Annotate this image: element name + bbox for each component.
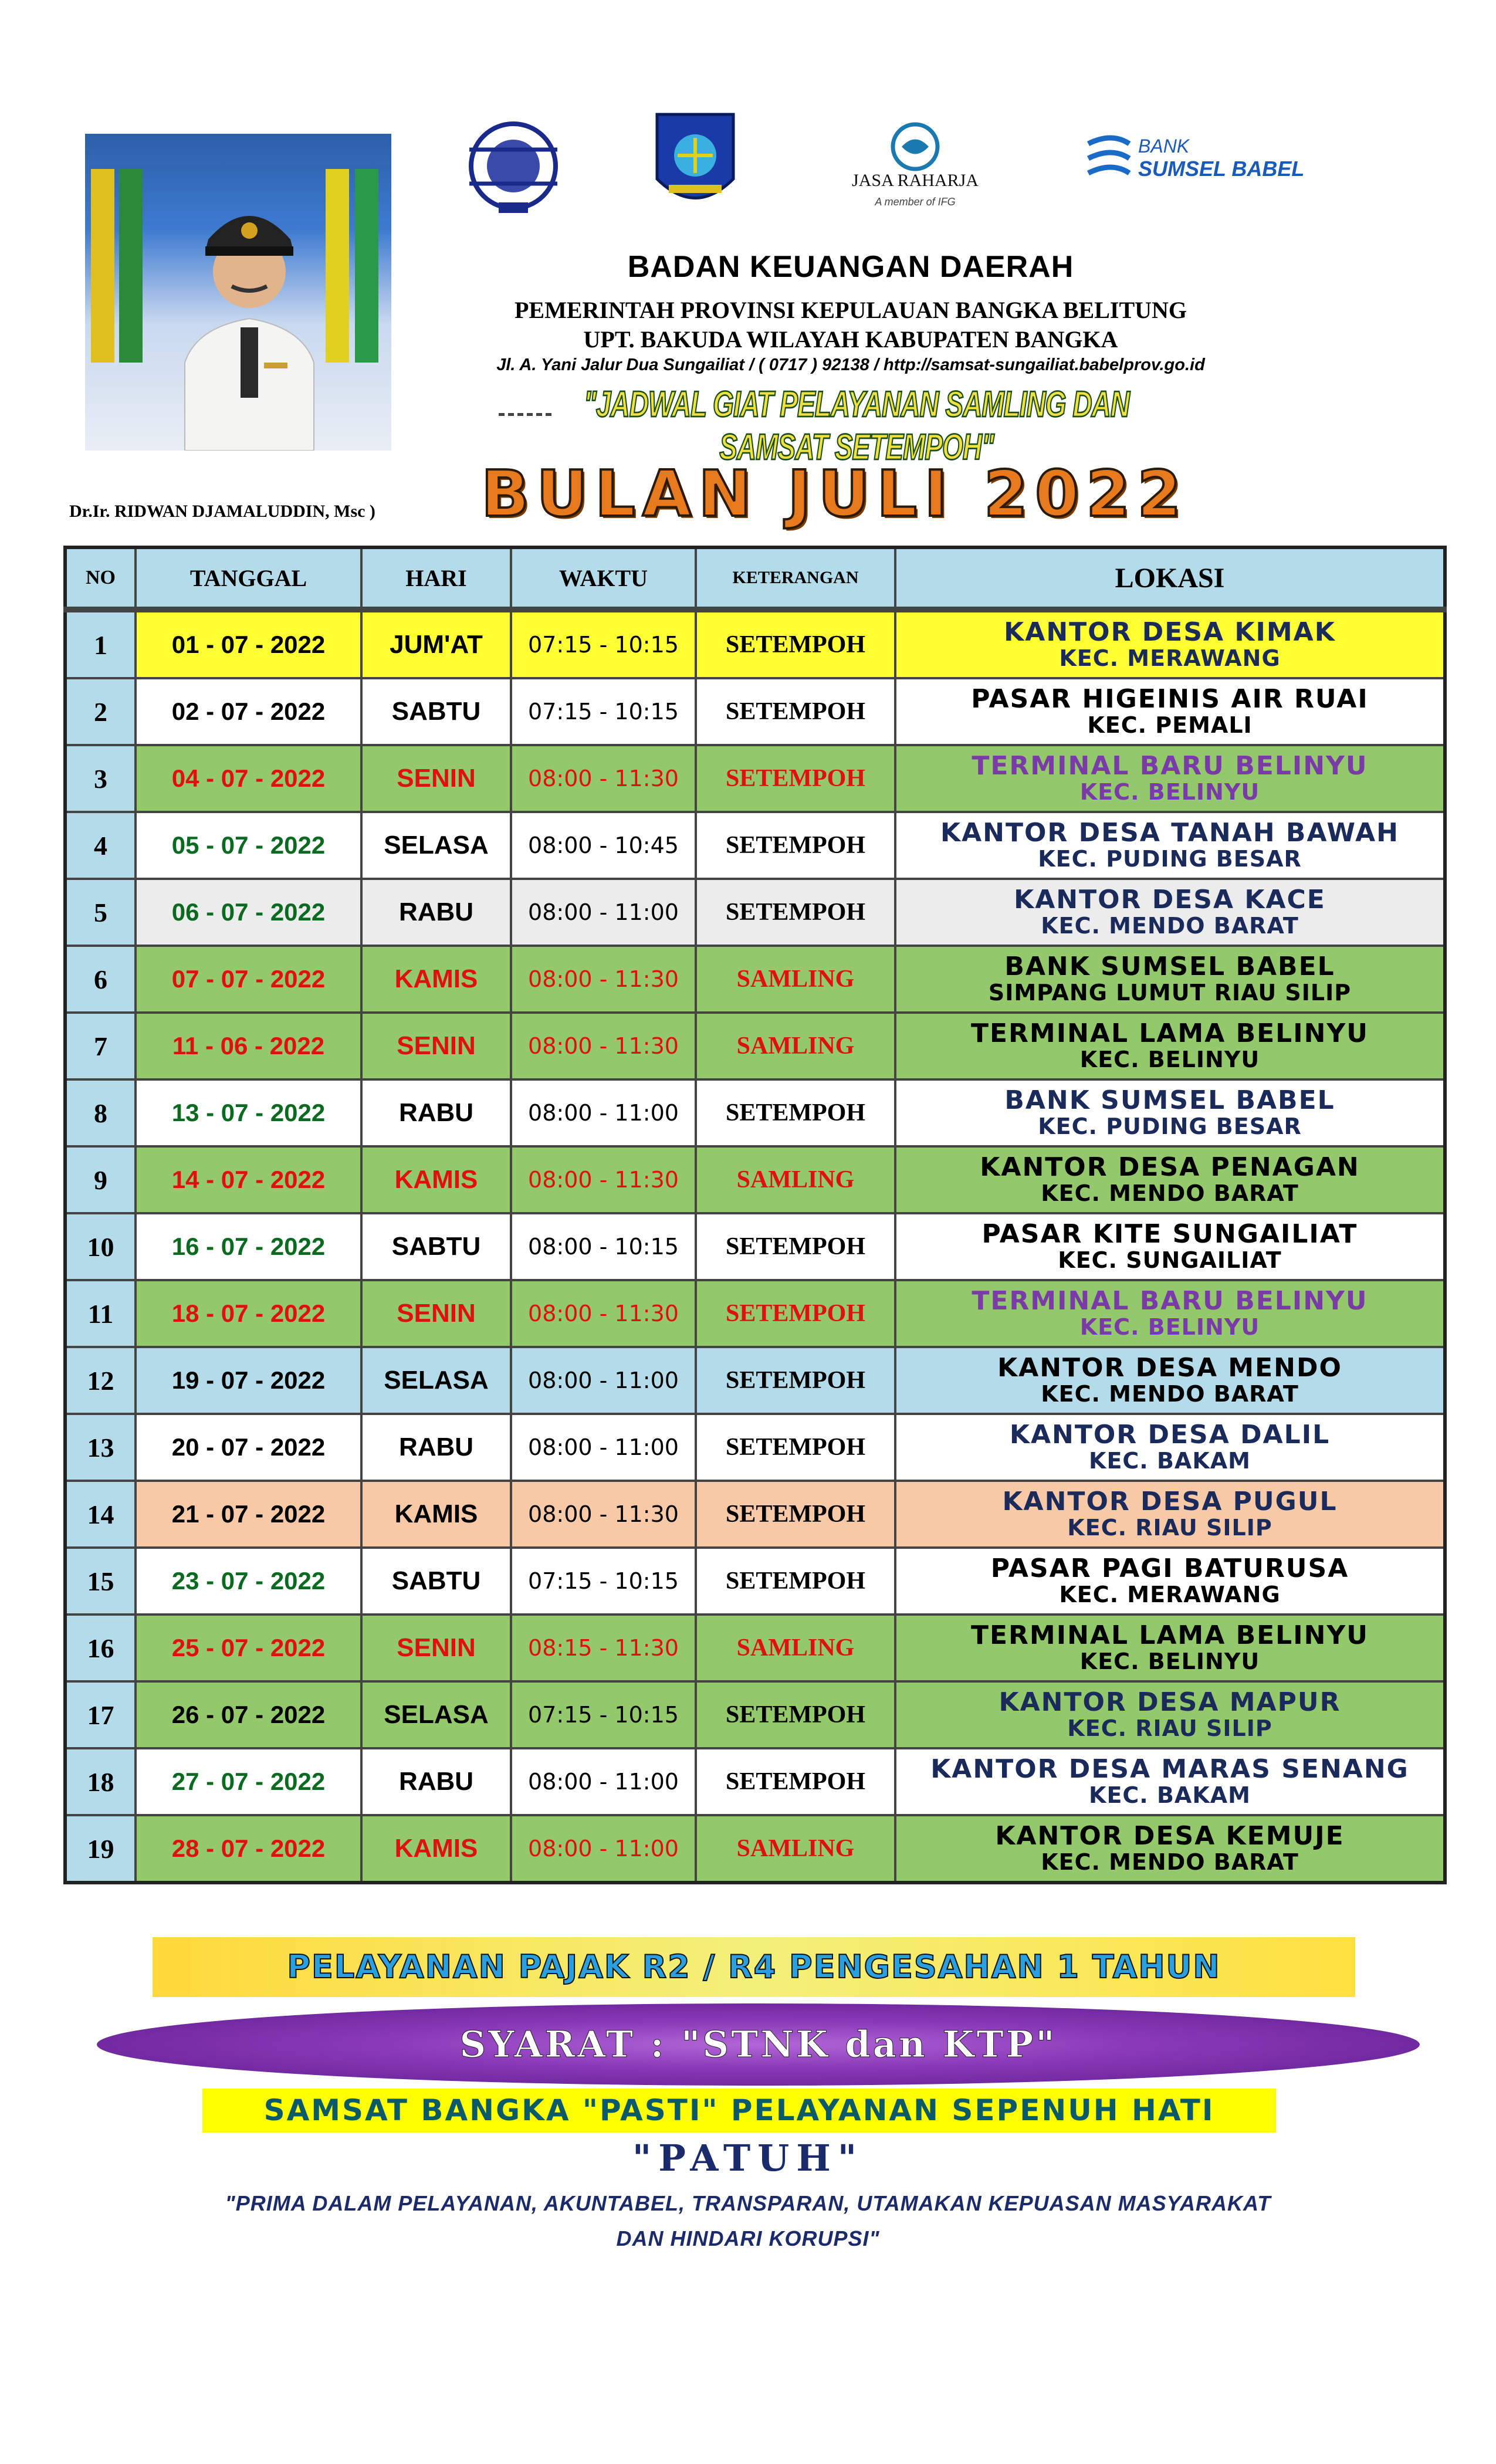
location-district: SIMPANG LUMUT RIAU SILIP [988,980,1352,1006]
agency-subtitle-2: UPT. BAKUDA WILAYAH KABUPATEN BANGKA [583,326,1118,353]
location-district: KEC. BELINYU [1079,1314,1260,1341]
emblem-seal-icon [458,114,569,217]
cell-lokasi [895,1481,1445,1548]
cell-lokasi [895,812,1445,879]
cell-lokasi [895,1615,1445,1681]
cell-keterangan: SAMLING [696,1146,895,1213]
cell-waktu: 08:00 - 10:45 [511,812,696,879]
cell-lokasi [895,1013,1445,1079]
location-name: PASAR HIGEINIS AIR RUAI [971,683,1369,714]
cell-hari: RABU [361,1414,511,1481]
cell-keterangan: SETEMPOH [696,1079,895,1146]
cell-waktu: 08:00 - 11:00 [511,1079,696,1146]
cell-lokasi [895,610,1445,678]
cell-keterangan: SETEMPOH [696,812,895,879]
motto-line-2: DAN HINDARI KORUPSI" [616,2226,880,2250]
cell-no: 5 [65,879,136,946]
cell-hari: SELASA [361,1681,511,1748]
cell-no: 7 [65,1013,136,1079]
table-row [65,1815,1445,1883]
cell-waktu: 07:15 - 10:15 [511,1548,696,1615]
cell-no: 18 [65,1748,136,1815]
cell-keterangan: SETEMPOH [696,1280,895,1347]
cell-hari: SENIN [361,1013,511,1079]
cell-lokasi [895,1079,1445,1146]
cell-no: 16 [65,1615,136,1681]
table-row [65,1615,1445,1681]
table-row [65,745,1445,812]
location-name: KANTOR DESA MARAS SENANG [930,1754,1409,1784]
schedule-heading: "JADWAL GIAT PELAYANAN SAMLING DAN SAMSAT SETEMPOH" [584,383,1129,468]
location-district: KEC. PUDING BESAR [1038,846,1302,872]
cell-keterangan: SAMLING [696,1615,895,1681]
bank-sumsel-babel-icon [1082,126,1335,191]
cell-waktu: 07:15 - 10:15 [511,678,696,745]
location-district: KEC. RIAU SILIP [1067,1515,1272,1541]
location-district: KEC. PUDING BESAR [1038,1113,1302,1140]
cell-lokasi [895,1414,1445,1481]
cell-tanggal: 21 - 07 - 2022 [136,1481,361,1548]
cell-keterangan: SAMLING [696,1815,895,1883]
location-name: KANTOR DESA DALIL [1009,1419,1331,1450]
cell-hari: KAMIS [361,1815,511,1883]
location-name: KANTOR DESA TANAH BAWAH [940,817,1399,848]
cell-tanggal: 19 - 07 - 2022 [136,1347,361,1414]
flag-decoration [326,169,349,363]
cell-no: 3 [65,745,136,812]
province-shield-icon [651,109,739,217]
cell-lokasi [895,1213,1445,1280]
cell-tanggal: 16 - 07 - 2022 [136,1213,361,1280]
cell-hari: SELASA [361,1347,511,1414]
column-header-tanggal: TANGGAL [136,547,361,610]
column-header-no: NO [65,547,136,610]
cell-no: 17 [65,1681,136,1748]
cell-tanggal: 26 - 07 - 2022 [136,1681,361,1748]
cell-keterangan: SETEMPOH [696,1748,895,1815]
cell-lokasi [895,1815,1445,1883]
cell-tanggal: 07 - 07 - 2022 [136,946,361,1013]
cell-keterangan: SETEMPOH [696,1347,895,1414]
cell-waktu: 07:15 - 10:15 [511,1681,696,1748]
cell-keterangan: SETEMPOH [696,1213,895,1280]
cell-tanggal: 06 - 07 - 2022 [136,879,361,946]
requirements-banner: SYARAT : "STNK dan KTP" [97,2003,1420,2086]
cell-tanggal: 23 - 07 - 2022 [136,1548,361,1615]
location-district: KEC. MENDO BARAT [1041,1180,1299,1207]
table-row [65,1548,1445,1615]
location-name: PASAR KITE SUNGAILIAT [981,1219,1358,1249]
cell-waktu: 07:15 - 10:15 [511,610,696,678]
table-row [65,1213,1445,1280]
cell-waktu: 08:00 - 11:00 [511,1748,696,1815]
cell-no: 15 [65,1548,136,1615]
cell-tanggal: 01 - 07 - 2022 [136,610,361,678]
flag-decoration [91,169,114,363]
location-name: KANTOR DESA KEMUJE [995,1820,1345,1851]
cell-lokasi [895,1146,1445,1213]
cell-keterangan: SETEMPOH [696,610,895,678]
table-row [65,1481,1445,1548]
cell-lokasi [895,1548,1445,1615]
official-photo [85,134,391,451]
cell-lokasi [895,1280,1445,1347]
cell-keterangan: SETEMPOH [696,1414,895,1481]
location-name: PASAR PAGI BATURUSA [990,1553,1349,1583]
cell-hari: SENIN [361,745,511,812]
bank-label-2: SUMSEL BABEL [1138,157,1305,181]
cell-waktu: 08:00 - 11:30 [511,745,696,812]
cell-waktu: 08:00 - 11:30 [511,1280,696,1347]
location-name: TERMINAL LAMA BELINYU [970,1620,1369,1650]
cell-no: 9 [65,1146,136,1213]
cell-tanggal: 02 - 07 - 2022 [136,678,361,745]
table-row [65,1414,1445,1481]
location-district: KEC. SUNGAILIAT [1058,1247,1282,1274]
cell-hari: RABU [361,1748,511,1815]
table-row [65,1146,1445,1213]
cell-keterangan: SETEMPOH [696,879,895,946]
location-name: KANTOR DESA PENAGAN [980,1152,1360,1182]
cell-waktu: 08:00 - 11:00 [511,879,696,946]
column-header-keterangan: KETERANGAN [696,547,895,610]
agency-title: BADAN KEUANGAN DAERAH [627,250,1074,284]
cell-tanggal: 11 - 06 - 2022 [136,1013,361,1079]
cell-hari: SABTU [361,1213,511,1280]
table-row [65,1079,1445,1146]
cell-hari: RABU [361,879,511,946]
cell-lokasi [895,1681,1445,1748]
cell-no: 12 [65,1347,136,1414]
location-district: KEC. MERAWANG [1059,645,1281,672]
cell-lokasi [895,946,1445,1013]
column-header-lokasi: LOKASI [895,547,1445,610]
agency-subtitle-1: PEMERINTAH PROVINSI KEPULAUAN BANGKA BELITUNG [514,297,1187,323]
cell-no: 13 [65,1414,136,1481]
cell-keterangan: SETEMPOH [696,1681,895,1748]
cell-keterangan: SAMLING [696,946,895,1013]
cell-keterangan: SETEMPOH [696,678,895,745]
location-district: KEC. BELINYU [1079,779,1260,805]
cell-tanggal: 20 - 07 - 2022 [136,1414,361,1481]
table-row [65,946,1445,1013]
table-row [65,812,1445,879]
patuh-motto: "PATUH" [632,2137,864,2179]
cell-lokasi [895,879,1445,946]
cell-tanggal: 05 - 07 - 2022 [136,812,361,879]
location-name: KANTOR DESA MAPUR [999,1687,1341,1717]
location-district: KEC. MENDO BARAT [1041,1381,1299,1407]
official-portrait-icon [173,169,326,451]
cell-hari: KAMIS [361,1481,511,1548]
cell-tanggal: 14 - 07 - 2022 [136,1146,361,1213]
cell-hari: SELASA [361,812,511,879]
location-district: KEC. PEMALI [1087,712,1253,739]
cell-tanggal: 13 - 07 - 2022 [136,1079,361,1146]
cell-hari: KAMIS [361,1146,511,1213]
cell-waktu: 08:00 - 11:30 [511,1146,696,1213]
table-row [65,1013,1445,1079]
cell-no: 4 [65,812,136,879]
jasa-raharja-icon [830,120,1000,214]
location-district: KEC. MENDO BARAT [1041,913,1299,939]
location-name: TERMINAL BARU BELINYU [972,1285,1368,1316]
cell-no: 11 [65,1280,136,1347]
location-district: KEC. RIAU SILIP [1067,1715,1272,1742]
location-district: KEC. BAKAM [1089,1782,1251,1809]
service-banner: PELAYANAN PAJAK R2 / R4 PENGESAHAN 1 TAHUN [153,1937,1355,1997]
cell-keterangan: SETEMPOH [696,1548,895,1615]
cell-hari: SABTU [361,678,511,745]
cell-no: 14 [65,1481,136,1548]
location-district: KEC. BELINYU [1079,1047,1260,1073]
location-name: KANTOR DESA PUGUL [1002,1486,1338,1517]
cell-hari: SABTU [361,1548,511,1615]
bank-label-1: BANK [1138,136,1190,157]
cell-hari: RABU [361,1079,511,1146]
location-name: KANTOR DESA MENDO [997,1352,1342,1383]
cell-no: 19 [65,1815,136,1883]
jasa-raharja-label: JASA RAHARJA [852,171,979,190]
cell-waktu: 08:15 - 11:30 [511,1615,696,1681]
table-row [65,1748,1445,1815]
cell-waktu: 08:00 - 11:00 [511,1414,696,1481]
cell-no: 1 [65,610,136,678]
table-row [65,879,1445,946]
cell-tanggal: 04 - 07 - 2022 [136,745,361,812]
cell-keterangan: SETEMPOH [696,745,895,812]
location-district: KEC. BAKAM [1089,1448,1251,1474]
table-row [65,1681,1445,1748]
cell-tanggal: 25 - 07 - 2022 [136,1615,361,1681]
cell-keterangan: SAMLING [696,1013,895,1079]
table-row [65,1347,1445,1414]
cell-hari: SENIN [361,1280,511,1347]
flag-decoration [119,169,143,363]
samsat-slogan: SAMSAT BANGKA "PASTI" PELAYANAN SEPENUH HATI [202,2089,1276,2133]
flag-decoration [355,169,378,363]
column-header-hari: HARI [361,547,511,610]
cell-lokasi [895,678,1445,745]
location-district: KEC. MERAWANG [1059,1582,1281,1608]
cell-tanggal: 18 - 07 - 2022 [136,1280,361,1347]
location-name: TERMINAL LAMA BELINYU [970,1018,1369,1048]
cell-lokasi [895,745,1445,812]
table-row [65,610,1445,678]
cell-no: 6 [65,946,136,1013]
motto-line-1: "PRIMA DALAM PELAYANAN, AKUNTABEL, TRANSPARAN, UTAMAKAN KEPUASAN MASYARAKAT [225,2191,1271,2215]
cell-lokasi [895,1748,1445,1815]
cell-waktu: 08:00 - 11:00 [511,1347,696,1414]
column-header-waktu: WAKTU [511,547,696,610]
location-name: KANTOR DESA KIMAK [1004,617,1336,647]
table-header-row [65,547,1445,610]
location-district: KEC. BELINYU [1079,1649,1260,1675]
cell-waktu: 08:00 - 11:00 [511,1815,696,1883]
agency-address: Jl. A. Yani Jalur Dua Sungailiat / ( 0717 ) 92138 / http://samsat-sungailiat.babelprov.go.id [496,356,1205,374]
month-title: BULAN JULI 2022 [481,458,1189,531]
signatory-name: Dr.Ir. RIDWAN DJAMALUDDIN, Msc ) [69,502,375,521]
jasa-raharja-tagline: A member of IFG [875,196,956,208]
cell-no: 2 [65,678,136,745]
cell-keterangan: SETEMPOH [696,1481,895,1548]
location-name: BANK SUMSEL BABEL [1004,951,1335,981]
cell-waktu: 08:00 - 11:30 [511,1481,696,1548]
cell-hari: JUM'AT [361,610,511,678]
location-name: TERMINAL BARU BELINYU [972,750,1368,781]
cell-lokasi [895,1347,1445,1414]
cell-tanggal: 28 - 07 - 2022 [136,1815,361,1883]
location-name: BANK SUMSEL BABEL [1004,1085,1335,1115]
cell-waktu: 08:00 - 11:30 [511,1013,696,1079]
cell-waktu: 08:00 - 10:15 [511,1213,696,1280]
location-name: KANTOR DESA KACE [1014,884,1326,915]
cell-waktu: 08:00 - 11:30 [511,946,696,1013]
location-district: KEC. MENDO BARAT [1041,1849,1299,1876]
table-row [65,678,1445,745]
cell-hari: SENIN [361,1615,511,1681]
cell-no: 8 [65,1079,136,1146]
table-row [65,1280,1445,1347]
schedule-table [63,546,1447,1884]
cell-no: 10 [65,1213,136,1280]
cell-hari: KAMIS [361,946,511,1013]
cell-tanggal: 27 - 07 - 2022 [136,1748,361,1815]
